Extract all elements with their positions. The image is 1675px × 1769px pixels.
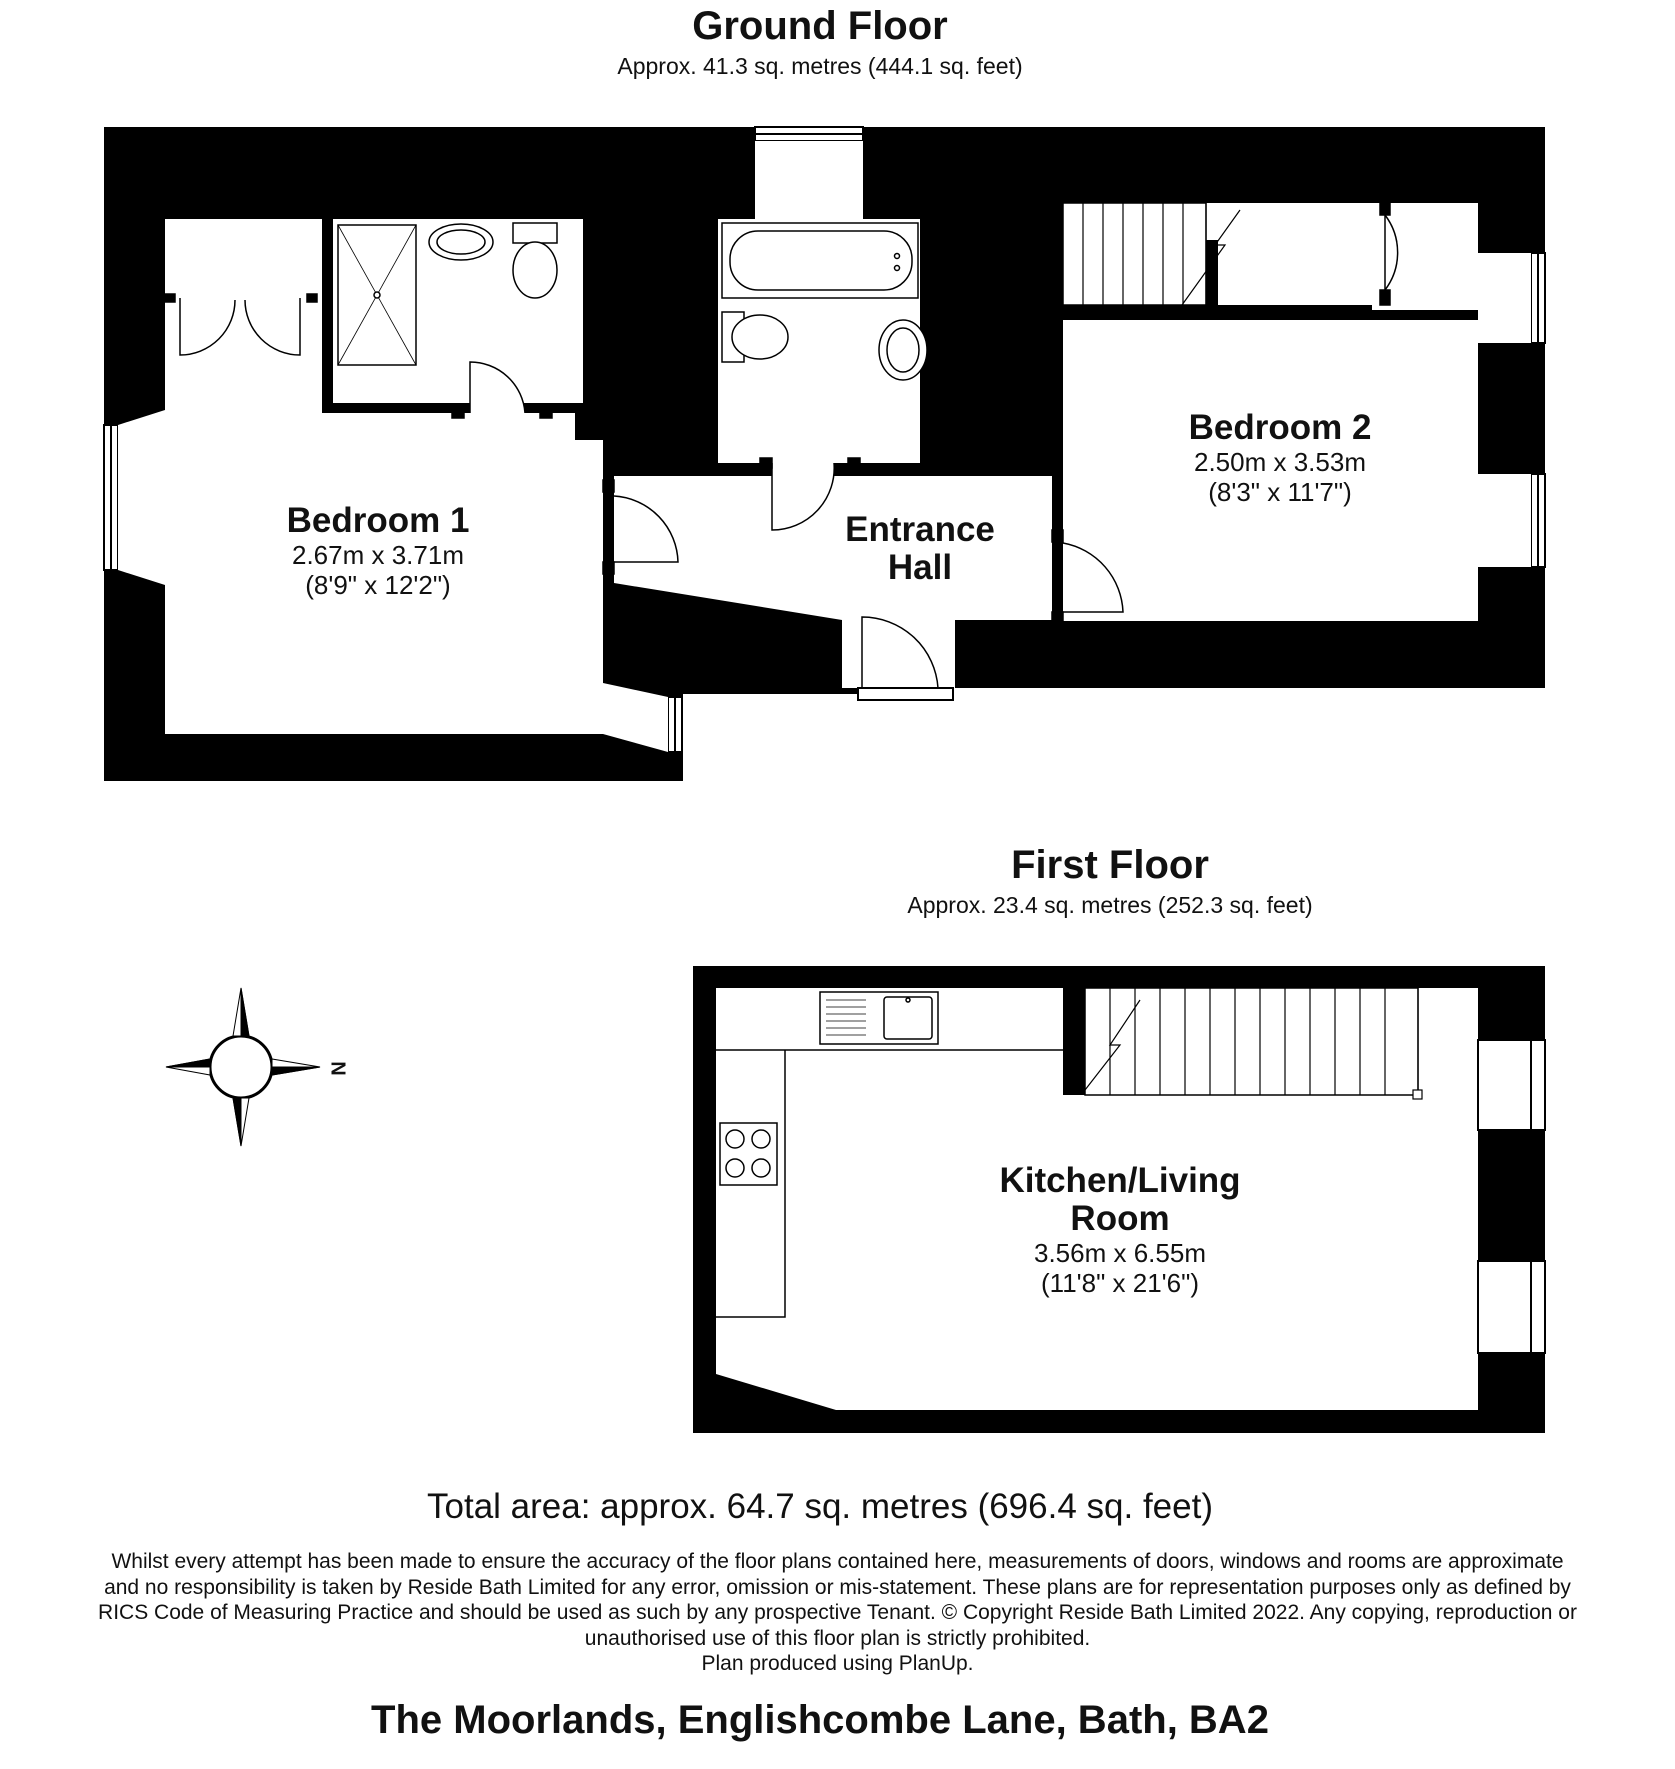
disclaimer-line: unauthorised use of this floor plan is strictly prohibited. [584, 1626, 1091, 1650]
room-name: Bedroom 2 [1188, 408, 1372, 447]
room-name: Bedroom 1 [286, 501, 470, 540]
disclaimer-line: Whilst every attempt has been made to ensure the accuracy of the floor plans contained here, measurements of doors, windows and rooms are approximate [111, 1550, 1564, 1573]
entrance-hall-label [800, 511, 1040, 587]
room-name-line2: Room [1070, 1199, 1170, 1238]
room-name-line2: Hall [887, 548, 953, 587]
bedroom-1-label [228, 502, 528, 600]
room-name-line1: Kitchen/Living [999, 1161, 1241, 1200]
first-floor-title: First Floor [1011, 843, 1209, 887]
room-dimensions-imperial: (8'3" x 11'7") [1208, 477, 1352, 507]
total-area: Total area: approx. 64.7 sq. metres (696.4 sq. feet) [427, 1487, 1213, 1526]
ground-stairs-area [1063, 203, 1478, 310]
first-floor-area: Approx. 23.4 sq. metres (252.3 sq. feet) [907, 892, 1313, 918]
room-dimensions-imperial: (11'8" x 21'6") [1041, 1268, 1199, 1298]
room-dimensions-metric: 3.56m x 6.55m [1034, 1238, 1206, 1268]
property-address: The Moorlands, Englishcombe Lane, Bath, BA2 [371, 1698, 1269, 1742]
ground-floor-area: Approx. 41.3 sq. metres (444.1 sq. feet) [617, 53, 1023, 79]
compass-rose-icon [166, 988, 320, 1146]
kitchen-living-room-label [950, 1162, 1290, 1298]
compass-north-label: N [326, 1061, 349, 1076]
disclaimer-line: Plan produced using PlanUp. [701, 1652, 974, 1675]
ground-floor-title: Ground Floor [692, 4, 948, 48]
room-dimensions-metric: 2.50m x 3.53m [1194, 447, 1366, 477]
disclaimer-line: and no responsibility is taken by Reside Bath Limited for any error, omission or mis-statement. These plans are for representation purposes only as defined by [104, 1575, 1571, 1599]
bedroom-2-label [1130, 409, 1430, 507]
room-name-line1: Entrance [845, 510, 995, 549]
room-dimensions-metric: 2.67m x 3.71m [292, 540, 464, 570]
disclaimer-line: RICS Code of Measuring Practice and should be used as such by any prospective Tenant. © Copyright Reside Bath Limited 2022. Any copying, reproduction or [98, 1601, 1577, 1624]
disclaimer [0, 1549, 1675, 1677]
room-dimensions-imperial: (8'9" x 12'2") [305, 570, 451, 600]
